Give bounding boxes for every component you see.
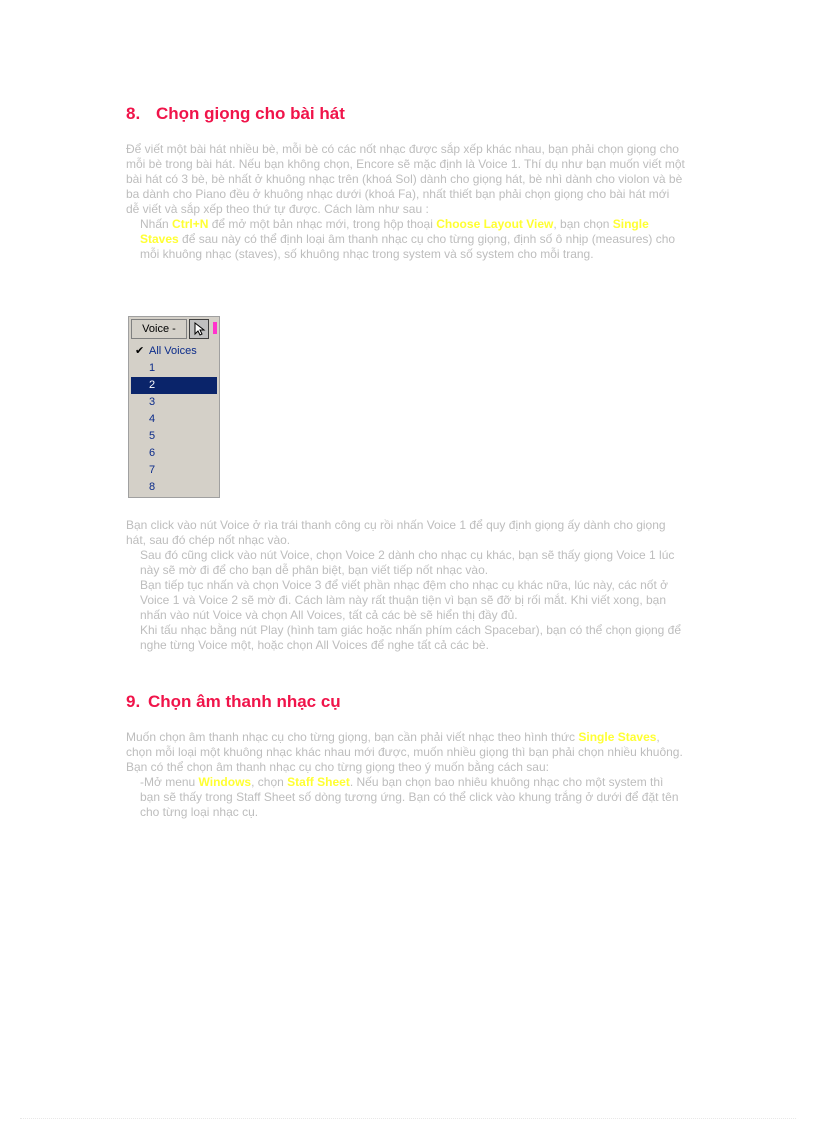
voice-menu-screenshot xyxy=(128,316,220,498)
text-run: -Mở menu xyxy=(140,775,199,789)
voice-menu-item[interactable] xyxy=(131,445,217,462)
voice-menu-item-label: 6 xyxy=(149,447,156,459)
section-8-paragraph-3: Bạn click vào nút Voice ở rìa trái thanh công cụ rồi nhấn Voice 1 để quy định giọng ấy dành cho giọng hát, sau đó chép nốt nhạc vào. xyxy=(126,518,666,547)
section-9-body xyxy=(126,730,686,820)
text-run: Nhấn xyxy=(140,217,173,231)
voice-menu-item[interactable] xyxy=(131,428,217,445)
voice-dropdown-list xyxy=(131,343,217,495)
voice-button[interactable]: Voice - xyxy=(131,319,187,339)
section-8-paragraph-5: Bạn tiếp tục nhấn và chọn Voice 3 để viết phần nhạc đệm cho nhạc cụ khác nữa, lúc này, các nốt ở Voice 1 và Voice 2 sẽ mờ đi. Cách làm này rất thuận tiện vì bạn sẽ đỡ bị rối mắt. Khi viết xong, bạn nhấn vào nút Voice và chọn All Voices, tất cả các bè sẽ hiển thị đầy đủ. xyxy=(140,578,669,622)
voice-menu-item-label: 7 xyxy=(149,464,156,476)
page-bottom-border xyxy=(20,1118,796,1119)
section-8-intro xyxy=(126,142,686,262)
pointer-tool-icon[interactable] xyxy=(189,319,209,339)
voice-menu-item[interactable] xyxy=(131,411,217,428)
voice-menu-item-label: 3 xyxy=(149,396,156,408)
section-9-title: Chọn âm thanh nhạc cụ xyxy=(148,692,341,711)
section-8-paragraph-4: Sau đó cũng click vào nút Voice, chọn Voice 2 dành cho nhạc cụ khác, bạn sẽ thấy giọng Voice 1 lúc này sẽ mờ đi để cho bạn dễ phân biệt, bạn viết tiếp nốt nhạc vào. xyxy=(140,548,675,577)
section-8-number: 8. xyxy=(126,104,141,123)
text-run: để sau này có thể định loại âm thanh nhạc cụ cho từng giọng, định số ô nhịp (measures) cho mỗi khuông nhạc (staves), số khuông nhạc trong system và số system cho mỗi trang. xyxy=(140,232,676,261)
section-9-number: 9. xyxy=(126,692,141,711)
text-run: . Nếu bạn chọn bao nhiêu khuông nhạc cho một system thì bạn sẽ thấy trong Staff Sheet số dòng tương ứng. Bạn có thể click vào khung trắng ở dưới để đặt tên cho từng loại nhạc cụ. xyxy=(140,775,679,819)
section-9-heading xyxy=(126,692,341,712)
voice-menu-item[interactable] xyxy=(131,343,217,360)
voice-menu-item-label: 1 xyxy=(149,362,156,374)
section-8-heading xyxy=(126,104,345,124)
text-run: Muốn chọn âm thanh nhạc cụ cho từng giọng, bạn cần phải viết nhạc theo hình thức xyxy=(126,730,579,744)
section-8-steps xyxy=(126,518,686,653)
section-8-title: Chọn giọng cho bài hát xyxy=(156,104,345,123)
voice-menu-item[interactable] xyxy=(131,479,217,496)
voice-menu-item[interactable] xyxy=(131,360,217,377)
voice-menu-item[interactable] xyxy=(131,394,217,411)
section-9-paragraph-1 xyxy=(126,730,686,775)
section-8-paragraph-2 xyxy=(126,217,686,262)
text-run: , bạn chọn xyxy=(553,217,613,231)
section-8-paragraph-1: Để viết một bài hát nhiều bè, mỗi bè có các nốt nhạc được sắp xếp khác nhau, bạn phải chọn giọng cho mỗi bè trong bài hát. Nếu bạn không chọn, Encore sẽ mặc định là Voice 1. Thí dụ như bạn muốn viết một bài hát có 3 bè, bè nhất ở khuông nhạc trên (khoá Sol) dành cho giọng hát, bè nhì dành cho violon và bè ba dành cho Piano đều ở khuông nhạc dưới (khoá Fa), nhất thiết bạn phải chọn giọng cho bài hát mới dễ viết và sắp xếp theo thứ tự được. Cách làm như sau : xyxy=(126,142,685,216)
voice-menu-item-label: 8 xyxy=(149,481,156,493)
voice-menu-item-label: All Voices xyxy=(149,345,197,357)
voice-menu-item-label: 4 xyxy=(149,413,156,425)
section-8-paragraph-6: Khi tấu nhạc bằng nút Play (hình tam giác hoặc nhấn phím cách Spacebar), bạn có thể chọn giọng để nghe từng Voice một, hoặc chọn All Voices để nghe tất cả các bè. xyxy=(140,623,682,652)
voice-menu-item[interactable] xyxy=(131,377,217,394)
single-staves-option: Single Staves xyxy=(578,730,657,744)
staff-sheet-item: Staff Sheet xyxy=(287,775,350,789)
text-run: , chọn xyxy=(251,775,288,789)
choose-layout-view-dialog: Choose Layout View xyxy=(436,217,554,231)
color-marker-icon xyxy=(213,322,217,334)
windows-menu: Windows xyxy=(198,775,252,789)
section-9-paragraph-2 xyxy=(126,775,686,820)
text-run: , chọn mỗi loại một khuông nhạc khác nhau mới được, muốn nhiều giọng thì bạn phải chọn nhiều khuông. Bạn có thể chọn âm thanh nhạc cụ cho từng giọng theo ý muốn bằng cách sau: xyxy=(126,730,683,774)
voice-menu-item-label: 2 xyxy=(149,379,156,391)
voice-menu-item[interactable] xyxy=(131,462,217,479)
single-staves-option: Single Staves xyxy=(140,217,649,246)
text-run: để mở một bản nhạc mới, trong hộp thoại xyxy=(208,217,437,231)
voice-menu-item-label: 5 xyxy=(149,430,156,442)
ctrl-n-shortcut: Ctrl+N xyxy=(172,217,209,231)
voice-toolbar xyxy=(131,319,221,341)
checkmark-icon: ✔ xyxy=(135,345,145,357)
